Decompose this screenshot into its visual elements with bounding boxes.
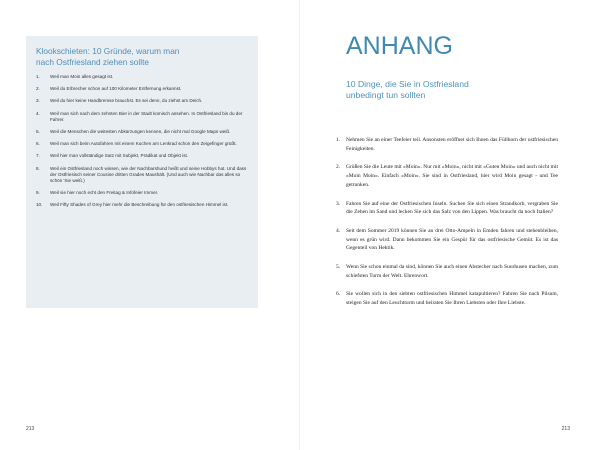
item-number: 10.: [36, 202, 43, 208]
item-text: Weil Fifty Shades of Grey hier mehr die Beschreibung für den ostfriesischen Himmel ist.: [50, 202, 229, 208]
item-number: 2.: [336, 164, 341, 171]
item-text: Seit dem Sommer 2019 können Sie an drei Otto-Ampeln in Emden fahren und stehenbleiben, wenn es grün wird. Dann bekommen Sie ein Gespür für das ostfriesische Gemüt. Es ist das Gegenteil von Hektik.: [346, 227, 558, 252]
list-item: [36, 98, 250, 104]
item-text: Weil man sich beim Autofahren mit einem Kuchen am Lenkrad schon den Zeigefinger grüßt.: [50, 141, 237, 147]
list-item: [36, 86, 250, 92]
box-title: Klookschieten: 10 Gründe, warum man nach Ostfriesland ziehen sollte: [36, 46, 180, 67]
page-number-right: 213: [561, 426, 570, 432]
item-number: 4.: [336, 227, 341, 234]
item-number: 5.: [336, 264, 341, 271]
item-number: 9.: [36, 190, 40, 196]
list-item: [36, 190, 250, 196]
item-number: 4.: [36, 110, 40, 116]
list-item: [336, 163, 558, 189]
list-item: [336, 200, 558, 217]
item-text: Weil man sich nach dem zehnten Bier in der Stadt komisch ansehen. In Ostfriesland bis du der Fahrer.: [50, 110, 243, 122]
item-number: 3.: [336, 200, 341, 207]
item-number: 6.: [336, 291, 341, 298]
item-number: 5.: [36, 129, 40, 135]
list-item: [36, 74, 250, 80]
list-item: [336, 290, 558, 307]
item-number: 8.: [36, 165, 40, 171]
list-item: [36, 166, 250, 185]
item-number: 7.: [36, 153, 40, 159]
item-text: Sie wollen sich in den siebten ostfriesischen Himmel katapultieren? Fahren Sie nach Pilsum, steigen Sie auf den Leuchtturm und heiraten Sie Ihren Liebsten oder Ihre Liebste.: [346, 291, 558, 307]
main-list: [336, 136, 558, 318]
item-text: Weil ein Ostfriesland noch wissen, wie der Nachbarshund heißt und seine Hobbys hat. Und dass der Ostfriesisch seiner Cousine dritten Grades Maushält. (Und auch wie Nachbar das alles so schön 'Sie weiß.): [50, 165, 247, 184]
item-number: 1.: [36, 74, 40, 79]
list-item: [36, 111, 250, 123]
page-heading: ANHANG: [346, 32, 453, 60]
item-number: 6.: [36, 141, 40, 147]
item-text: Weil du hier keine Handbremse brauchst. Es sei denn, du ziehst am Deich.: [50, 98, 203, 104]
page-subtitle: 10 Dinge, die Sie in Ostfriesland unbedingt tun sollten: [346, 79, 469, 100]
item-number: 2.: [36, 86, 40, 92]
item-text: Weil hier man vollständige Satz mit Subjekt, Prädikat und Objekt ist.: [50, 153, 189, 159]
item-number: 1.: [336, 137, 341, 143]
list-item: [336, 263, 558, 280]
item-text: Weil die Menschen die weitesten Abkürzungen kennen, die nicht mal Google Maps weiß.: [50, 129, 231, 135]
item-text: Nehmen Sie an einer Teefeier teil. Ansonsten eröffnet sich Ihnen das Füllhorn der ostfriesischen Feinigkeiten.: [346, 137, 558, 152]
right-page: [300, 0, 600, 450]
item-text: Grüßen Sie die Leute mit »Moin«. Nur mit »Moin«, nicht mit »Guten Moin« und auch nicht mit »Moin Moin«. Einfach »Moin«. Sie sind in Ostfriesland, hier wird Moin gesagt - und Tee getrunken.: [346, 164, 558, 188]
page-number-left: 213: [26, 426, 35, 432]
list-item: [36, 129, 250, 135]
list-item: [336, 227, 558, 253]
item-text: Wenn Sie schon einmal da sind, können Sie auch einen Abstecher nach Suurhusen machen, zum schiefsten Turm der Welt. Ehrenwort.: [346, 264, 558, 279]
item-text: Weil du Erbrecher schon auf 100 Kilometer Entfernung erkannst.: [50, 86, 182, 92]
item-text: Weil man Moin alles gesagt ist.: [50, 74, 114, 79]
sidebar-box: [26, 36, 258, 308]
item-number: 3.: [36, 98, 40, 104]
item-text: Fahren Sie auf eine der Ostfriesischen Inseln. Suchen Sie sich einen Strandkorb, vergraben Sie die Zehen im Sand und lecken Sie sich das Salz von den Lippen. Was braucht da noch Italien?: [346, 200, 558, 216]
list-item: [36, 202, 250, 208]
box-list: [36, 74, 250, 209]
list-item: [36, 153, 250, 159]
list-item: [336, 136, 558, 153]
list-item: [36, 141, 250, 147]
item-text: Weil sie hier noch echt den Freitag & Infofeier Immer.: [50, 190, 159, 196]
